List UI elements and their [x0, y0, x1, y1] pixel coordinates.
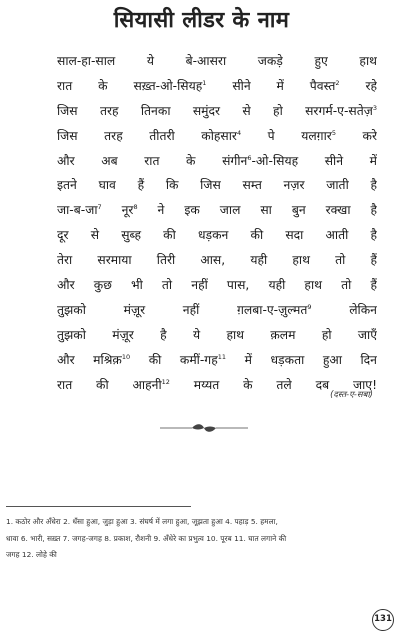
footnote-line: जगह 12. लोहे की: [6, 550, 57, 559]
poem-line: जिस तरह तीतरी कोहसार$^4$ पे यलग़ार$^5$ करे: [57, 128, 377, 143]
poem-line: तुझको मंज़ूर है ये हाथ क़लम हो जाएँ: [57, 327, 377, 342]
poem-line: और कुछ भी तो नहीं पास, यही हाथ तो हैं: [57, 278, 377, 293]
footnote-marker: 2: [335, 78, 340, 87]
footnote-marker: 3: [372, 103, 377, 112]
page-title: सियासी लीडर के नाम: [113, 8, 290, 33]
poem-body: [57, 49, 377, 397]
footnote-divider: [6, 506, 191, 507]
poem-line: इतने घाव हैं कि जिस सम्त नज़र जाती है: [57, 178, 377, 193]
footnote-line: 1. कठोर और अँधेरा 2. धँसा हुआ, जुड़ा हुआ 3. संघर्ष में लगा हुआ, जूझता हुआ 4. पहाड़ 5. हमला,: [6, 517, 278, 526]
footnote-marker: 10: [121, 352, 131, 361]
poem-line: और अब रात के संगीन$^6$-ओ-सियह सीने में: [57, 153, 377, 168]
footnote-marker: 8: [133, 203, 138, 212]
attribution: (दस्त-ए-सबा): [330, 390, 373, 400]
footnote-marker: 6: [247, 153, 252, 162]
footnote-marker: 5: [331, 128, 336, 137]
footnote-marker: 9: [307, 302, 312, 311]
poem-line: और मश्रिक़$^{10}$ की कमीं-गह$^{11}$ में धड़कता हुआ दिन: [57, 352, 377, 367]
poem-line: जिस तरह तिनका समुंदर से हो सरगर्म-ए-सतेज़$^3$: [57, 103, 377, 118]
poem-line: तुझको मंज़ूर नहीं ग़लबा-ए-ज़ुल्मत$^9$ लेकिन: [57, 302, 377, 317]
poem-line: तेरा सरमाया तिरी आस, यही हाथ तो हैं: [57, 253, 377, 268]
poem-line: दूर से सुब्ह की धड़कन की सदा आती है: [57, 228, 377, 243]
poem-line: रात की आहनी$^{12}$ मय्यत के तले दब जाए!: [57, 377, 377, 392]
footnote-marker: 4: [236, 128, 242, 137]
page-number: 131: [372, 609, 394, 631]
poem-line: साल-हा-साल ये बे-आसरा जकड़े हुए हाथ: [57, 54, 377, 68]
footnote-marker: 1: [202, 78, 207, 87]
footnotes: [6, 514, 398, 564]
footnote-marker: 11: [217, 352, 227, 361]
poem-line: रात के सख़्त-ओ-सियह$^1$ सीने में पैवस्त$^2$ रहे: [57, 78, 377, 93]
footnote-marker: 12: [161, 377, 170, 386]
footnote-line: धावा 6. भारी, सख़्त 7. जगह-जगह 8. प्रकाश, रौशनी 9. अँधेरे का प्रभुत्व 10. पूरब 11. घात लगाने की: [6, 533, 287, 543]
footnote-marker: 7: [97, 203, 102, 212]
poem-line: जा-ब-जा$^7$ नूर$^8$ ने इक जाल सा बुन रक्खा है: [57, 203, 377, 218]
ornament-divider-icon: [158, 422, 250, 434]
